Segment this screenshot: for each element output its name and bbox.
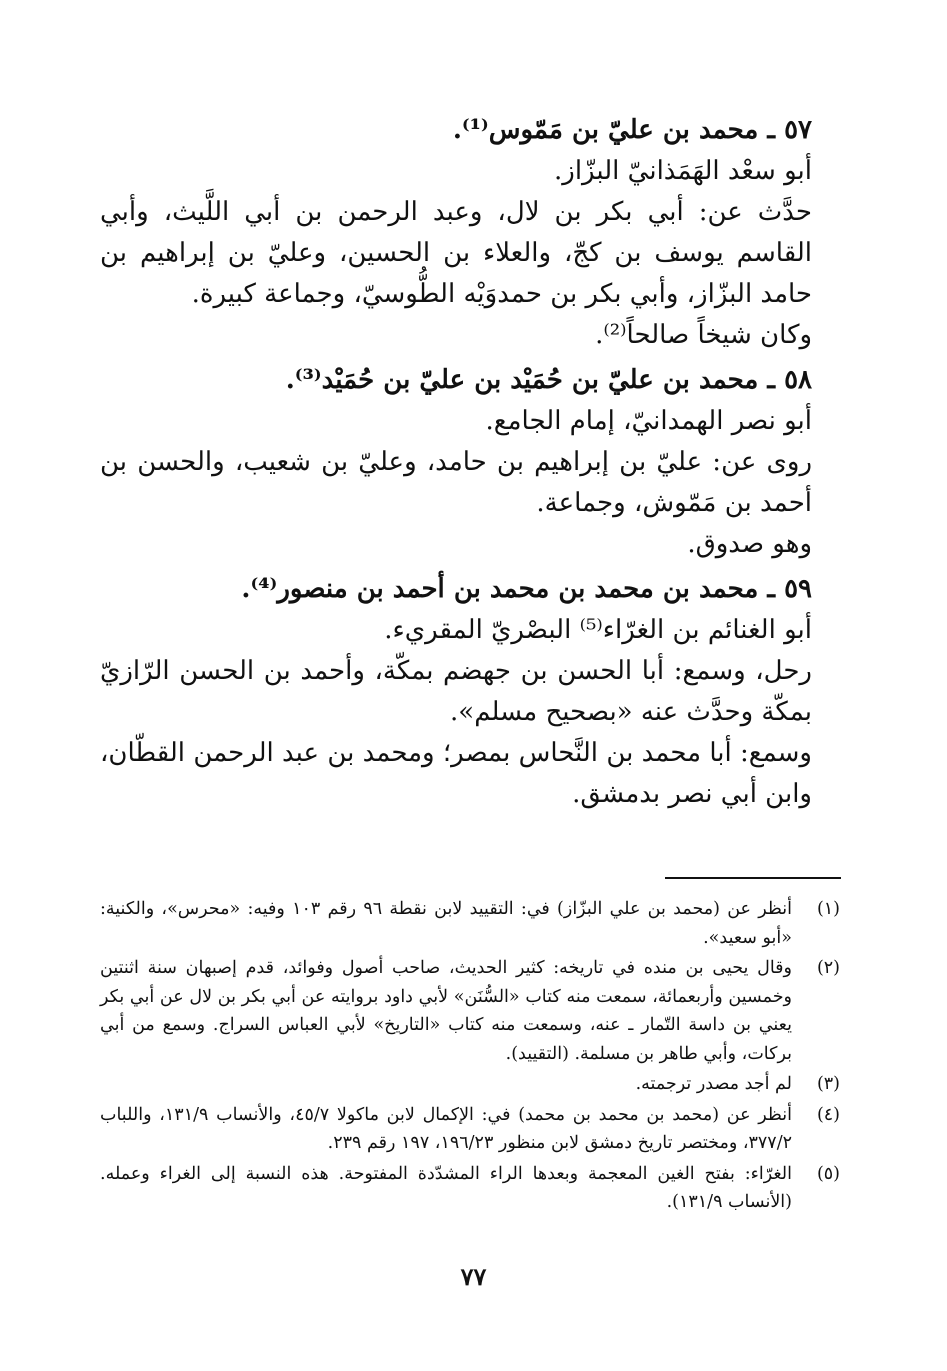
entry-line: رحل، وسمع: أبا الحسن بن جهضم بمكّة، وأحمد بن الحسن الرّازيّ بمكّة وحدَّث عنه «بصحيح مسلم». [100,656,812,727]
footnote [100,1070,840,1099]
entry-line: وكان شيخاً صالحاً⁽²⁾. [595,320,812,350]
biography-entry-59 [100,569,840,815]
entry-line: روى عن: عليّ بن إبراهيم بن حامد، وعليّ بن شعيب، والحسن بن أحمد بن مَمّوش، وجماعة. [100,447,812,518]
footnote-text: الغرّاء: بفتح الغين المعجمة وبعدها الراء المشدّدة المفتوحة. هذه النسبة إلى الغراء وعمله. (الأنساب ١٣١/٩). [100,1163,792,1212]
main-text [100,110,840,815]
footnote [100,1101,840,1158]
entry-title: ٥٩ ـ محمد بن محمد بن محمد بن أحمد بن منصور⁽⁴⁾. [241,574,812,604]
entry-title: ٥٧ ـ محمد بن عليّ بن مَمّوس⁽¹⁾. [452,115,812,145]
biography-entry-57 [100,110,840,356]
entry-line: وهو صدوق. [687,529,812,559]
footnote-text: أنظر عن (محمد بن علي البزّاز) في: التقييد لابن نقطة ٩٦ رقم ١٠٣ وفيه: «محرس»، والكنية: «أبو سعيد». [100,899,792,948]
footnote-text: لم أجد مصدر ترجمته. [635,1074,792,1094]
biography-entry-58 [100,360,840,565]
footnote-text: وقال يحيى بن منده في تاريخه: كثير الحديث، صاحب أصول وفوائد، قدم إصبهان سنة اثنتين وخمسين وأربعمائة، سمعت منه كتاب «السُّنَن» لأبي داود بروايته عن أبي بكر بن لال عن أبي بكر يعني بن داسة التّمار ـ عنه، وسمعت منه كتاب «التاريخ» لأبي العباس السراج. وسمع من أبي بركات، وأبي طاهر بن مسلمة. (التقييد). [100,958,792,1064]
footnote-separator [665,877,841,879]
footnote-number: (٤) [816,1104,840,1125]
entry-title: ٥٨ ـ محمد بن عليّ بن حُمَيْد بن عليّ بن حُمَيْد⁽³⁾. [285,365,812,395]
footnote-number: (٥) [816,1163,840,1184]
footnote-number: (٣) [816,1074,840,1094]
entry-line: حدَّث عن: أبي بكر بن لال، وعبد الرحمن بن أبي اللَّيث، وأبي القاسم يوسف بن كجّ، والعلاء بن الحسين، وعليّ بن إبراهيم بن حامد البزّاز، وأبي بكر بن حمدوَيْه الطُّوسيّ، وجماعة كبيرة. [100,197,812,309]
entry-line: أبو الغنائم بن الغرّاء⁽⁵⁾ البصْريّ المقريء. [384,615,812,645]
page-number: ٧٧ [460,1262,487,1291]
entry-line: أبو سعْد الهَمَذانيّ البزّاز. [554,156,812,186]
footnote-number: (٢) [816,958,840,978]
entry-line: أبو نصر الهمدانيّ، إمام الجامع. [485,406,812,436]
footnote [100,895,840,952]
entry-line: وسمع: أبا محمد بن النَّحاس بمصر؛ ومحمد بن عبد الرحمن القطّان، وابن أبي نصر بدمشق. [100,738,812,809]
footnote [100,954,840,1068]
footnote-text: أنظر عن (محمد بن محمد بن محمد) في: الإكمال لابن ماكولا ٤٥/٧، والأنساب ١٣١/٩، واللباب ٣٧٧/٢، ومختصر تاريخ دمشق لابن منظور ١٩٦/٢٣، ١٩٧ رقم ٢٣٩. [100,1104,792,1153]
footnote-number: (١) [816,899,840,919]
footnotes [100,895,840,1219]
footnote [100,1160,840,1217]
